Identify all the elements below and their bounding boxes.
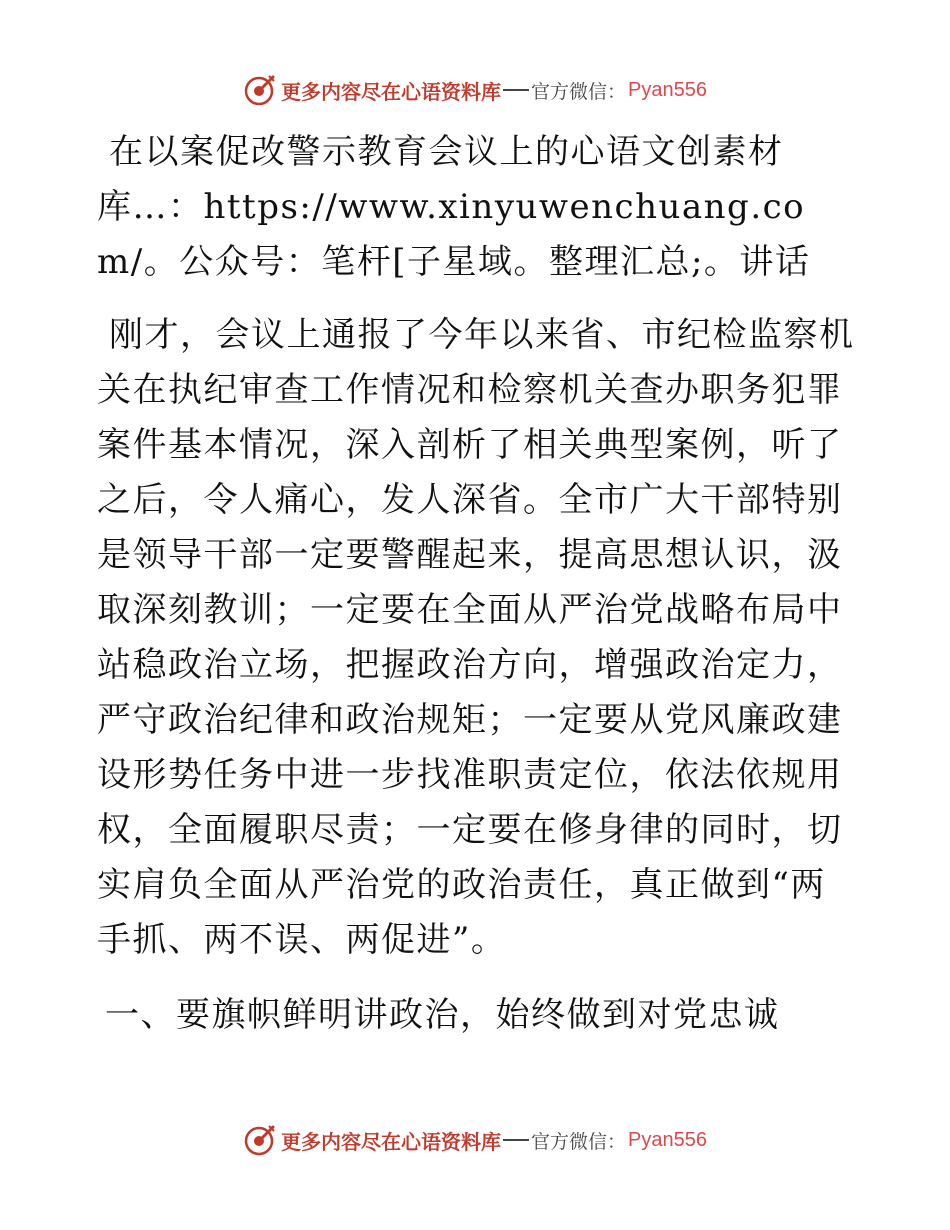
watermark-wechat-id: Pyan556 <box>628 1128 707 1151</box>
watermark-divider <box>503 89 529 91</box>
document-body <box>97 120 857 1043</box>
seal-logo-icon <box>243 73 277 107</box>
watermark-official-label: 官方微信： <box>531 1130 627 1153</box>
document-title: 在以案促改警示教育会议上的心语文创素材库…：https://www.xinyuwenchuang.com/。公众号：笔杆[子星域。整理汇总;。讲话 <box>97 132 811 282</box>
body-paragraph: 刚才，会议上通报了今年以来省、市纪检监察机关在执纪审查工作情况和检察机关查办职务犯罪案件基本情况，深入剖析了相关典型案例，听了之后，令人痛心，发人深省。全市广大干部特别是领导干部一定要警醒起来，提高思想认识，汲取深刻教训；一定要在全面从严治党战略布局中站稳政治立场，把握政治方向，增强政治定力，严守政治纪律和政治规矩；一定要从党风廉政建设形势任务中进一步找准职责定位，依法依规用权，全面履职尽责；一定要在修身律的同时，切实肩负全面从严治党的政治责任，真正做到“两手抓、两不误、两促进”。 <box>97 315 855 960</box>
footer-watermark <box>0 1120 950 1160</box>
watermark-divider <box>503 1139 529 1141</box>
watermark-wechat-id: Pyan556 <box>628 78 707 101</box>
watermark-brand: 更多内容尽在心语资料库 <box>281 79 501 104</box>
watermark-brand: 更多内容尽在心语资料库 <box>281 1129 501 1154</box>
seal-logo-icon <box>243 1123 277 1157</box>
header-watermark <box>0 70 950 110</box>
watermark-official-label: 官方微信： <box>531 80 627 103</box>
section-heading: 一、要旗帜鲜明讲政治，始终做到对党忠诚 <box>105 995 780 1035</box>
